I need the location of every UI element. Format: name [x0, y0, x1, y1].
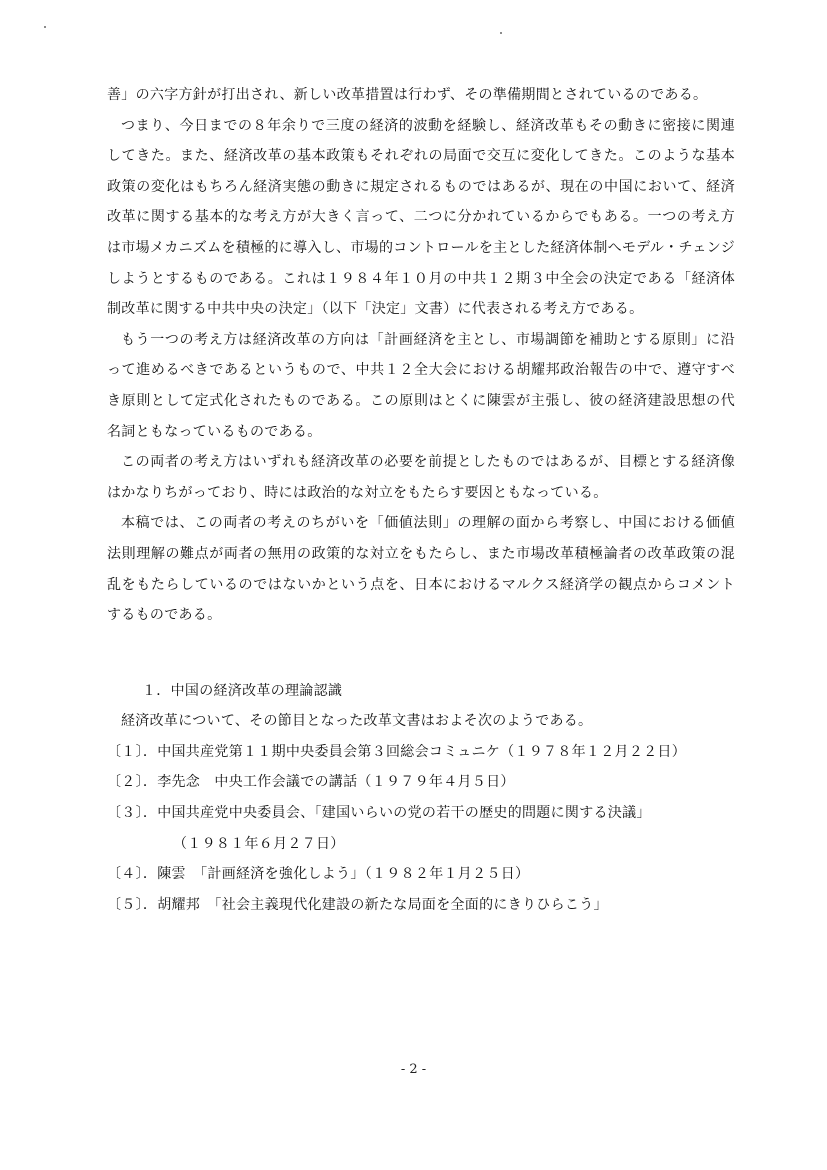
list-item: 〔４〕．陳雲 「計画経済を強化しよう」（１９８２年１月２５日）	[107, 866, 530, 883]
list-item-continuation: （１９８１年６月２７日）	[173, 835, 345, 852]
reform-documents-list	[107, 737, 735, 921]
paragraph: もう一つの考え方は経済改革の方向は「計画経済を主とし、市場調節を補助とする原則」に沿って進めるべきであるというもので、中共１２全大会における胡耀邦政治報告の中で、遵守すべき原則として定式化されたものである。この原則はとくに陳雲が主張し、彼の経済建設思想の代名詞ともなっているものである。	[107, 331, 735, 440]
section-gap	[107, 631, 735, 676]
paragraph: 善」の六字方針が打出され、新しい改革措置は行わず、その準備期間とされているのである。	[107, 87, 708, 103]
list-item: 〔３〕．中国共産党中央委員会、「建国いらいの党の若干の歴史的問題に関する決議」 （１９８１年６月２７日）	[107, 798, 735, 859]
section-intro: 経済改革について、その節目となった改革文書はおよそ次のようである。	[121, 713, 593, 730]
paragraph: この両者の考え方はいずれも経済改革の必要を前提としたものではあるが、目標とする経済像はかなりちがっており、時には政治的な対立をもたらす要因ともなっている。	[107, 454, 735, 501]
scan-speck	[44, 26, 46, 28]
body-text	[107, 80, 735, 920]
section-heading: １．中国の経済改革の理論認識	[142, 682, 343, 699]
list-item: 〔５〕．胡耀邦 「社会主義現代化建設の新たな局面を全面的にきりひらこう」	[107, 896, 608, 913]
scan-speck	[500, 32, 502, 34]
paragraph: つまり、今日までの８年余りで三度の経済的波動を経験し、経済改革もその動きに密接に関連してきた。また、経済改革の基本政策もそれぞれの局面で交互に変化してきた。このような基本政策の変化はもちろん経済実態の動きに規定されるものではあるが、現在の中国において、経済改革に関する基本的な考え方が大きく言って、二つに分かれているからでもある。一つの考え方は市場メカニズムを積極的に導入し、市場的コントロールを主とした経済体制へモデル・チェンジしようとするものである。これは１９８４年１０月の中共１２期３中全会の決定である「経済体制改革に関する中共中央の決定」（以下「決定」文書）に代表される考え方である。	[107, 117, 735, 318]
list-item: 〔２〕．李先念 中央工作会議での講話（１９７９年４月５日）	[107, 774, 515, 791]
list-item: 〔１〕．中国共産党第１１期中央委員会第３回総会コミュニケ（１９７８年１２月２２日）	[107, 743, 687, 760]
page-number: - 2 -	[400, 1062, 427, 1077]
paragraph: 本稿では、この両者の考えのちがいを「価値法則」の理解の面から考察し、中国における価値法則理解の難点が両者の無用の政策的な対立をもたらし、また市場改革積極論者の改革政策の混乱をもたらしているのではないかという点を、日本におけるマルクス経済学の観点からコメントするものである。	[107, 515, 735, 624]
